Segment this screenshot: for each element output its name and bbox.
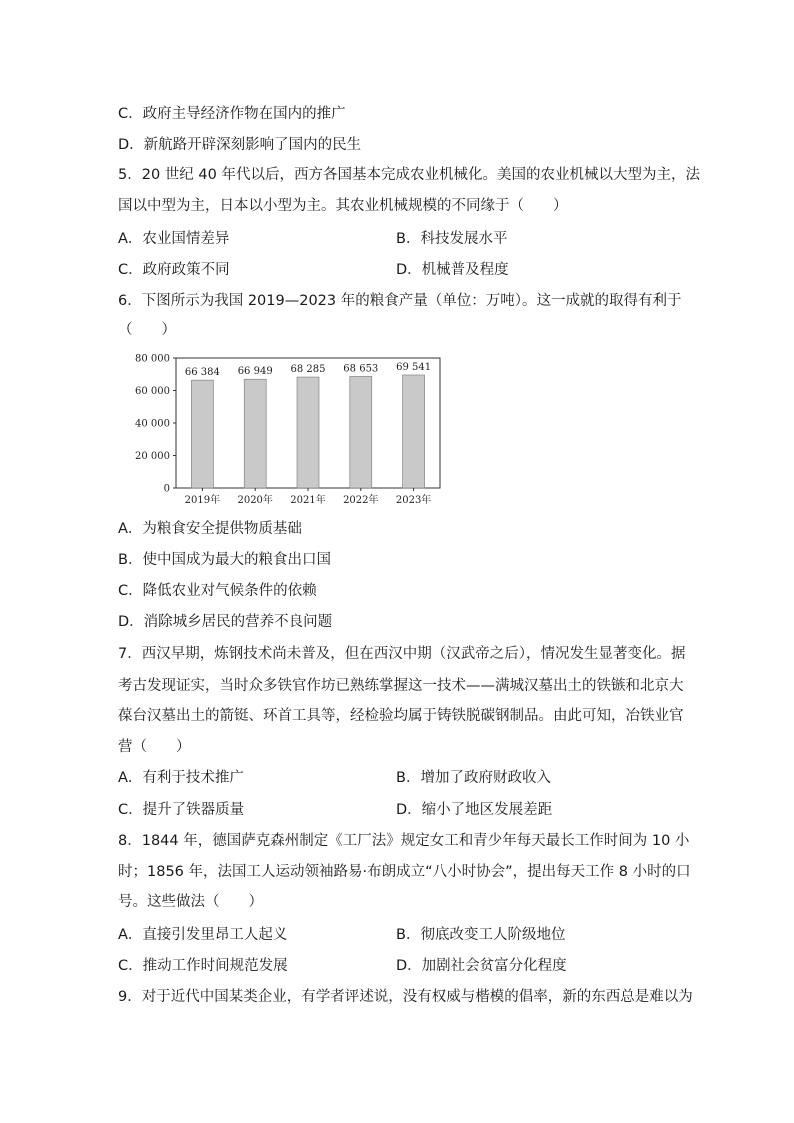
bar-value-label: 68 285 [290,364,326,376]
x-tick-label: 2021年 [290,495,326,506]
y-tick-label: 80 000 [135,353,170,365]
q6-stem-line-1: 6．下图所示为我国 2019—2023 年的粮食产量（单位：万吨）。这一成就的取得有利于 [118,293,682,309]
q9-stem-line-1: 9．对于近代中国某类企业，有学者评述说，没有权威与楷模的倡率，新的东西总是难以为 [118,989,693,1005]
q4-option-d: D．新航路开辟深刻影响了国内的民生 [118,137,362,153]
x-tick-label: 2023年 [395,495,432,506]
q8-stem-line-1: 8．1844 年，德国萨克森州制定《工厂法》规定女工和青少年每天最长工作时间为 10 小 [118,833,690,849]
y-tick-label: 60 000 [135,386,170,397]
q7-option-c: C．提升了铁器质量 [118,802,245,818]
bar [350,376,372,488]
q7-stem-line-3: 葆台汉墓出土的箭铤、环首工具等，经检验均属于铸铁脱碳钢制品。由此可知，冶铁业官 [118,708,684,724]
q5-stem-line-1: 5．20 世纪 40 年代以后，西方各国基本完成农业机械化。美国的农业机械以大型为主，法 [118,167,700,183]
q7-option-b: B．增加了政府财政收入 [396,770,551,786]
y-tick-label: 0 [163,483,170,495]
x-tick-label: 2020年 [237,495,273,506]
q7-option-d: D．缩小了地区发展差距 [396,802,553,818]
q7-stem-line-4: 营（ ） [118,739,191,755]
q6-option-d: D．消除城乡居民的营养不良问题 [118,614,333,630]
x-tick-label: 2019年 [184,495,221,506]
q8-option-b: B．彻底改变工人阶级地位 [396,927,566,943]
y-tick-label: 20 000 [135,451,170,462]
grain-output-chart [118,350,448,510]
q8-option-a: A．直接引发里昂工人起义 [118,927,288,943]
x-tick-label: 2022年 [343,495,379,506]
q6-option-c: C．降低农业对气候条件的依赖 [118,583,317,599]
bar-value-label: 69 541 [396,361,432,373]
q6-stem-line-2: （ ） [118,322,176,338]
q6-option-b: B．使中国成为最大的粮食出口国 [118,552,331,568]
q8-option-d: D．加剧社会贫富分化程度 [396,958,567,974]
bar-value-label: 68 653 [343,363,379,375]
q5-option-c: C．政府政策不同 [118,262,230,278]
q8-stem-line-2: 时；1856 年，法国工人运动领袖路易·布朗成立“八小时协会”，提出每天工作 8 小时的口 [118,864,691,880]
bar [403,375,425,488]
y-tick-label: 40 000 [135,418,170,430]
q8-option-c: C．推动工作时间规范发展 [118,958,288,974]
q6-option-a: A．为粮食安全提供物质基础 [118,521,302,537]
bar [244,379,266,488]
q7-option-a: A．有利于技术推广 [118,770,244,786]
q5-option-b: B．科技发展水平 [396,231,508,247]
bar [297,377,319,488]
q7-stem-line-1: 7．西汉早期，炼钢技术尚未普及，但在西汉中期（汉武帝之后），情况发生显著变化。据 [118,646,686,662]
q8-stem-line-3: 号。这些做法（ ） [118,894,263,910]
q5-option-a: A．农业国情差异 [118,231,230,247]
bar [191,380,213,488]
q5-stem-line-2: 国以中型为主，日本以小型为主。其农业机械规模的不同缘于（ ） [118,198,568,214]
bar-value-label: 66 949 [237,366,273,378]
bar-value-label: 66 384 [184,367,220,379]
q7-stem-line-2: 考古发现证实，当时众多铁官作坊已熟练掌握这一技术——满城汉墓出土的铁镞和北京大 [118,678,684,694]
q4-option-c: C．政府主导经济作物在国内的推广 [118,106,346,122]
bar-chart-svg [118,350,448,510]
q5-option-d: D．机械普及程度 [396,262,509,278]
